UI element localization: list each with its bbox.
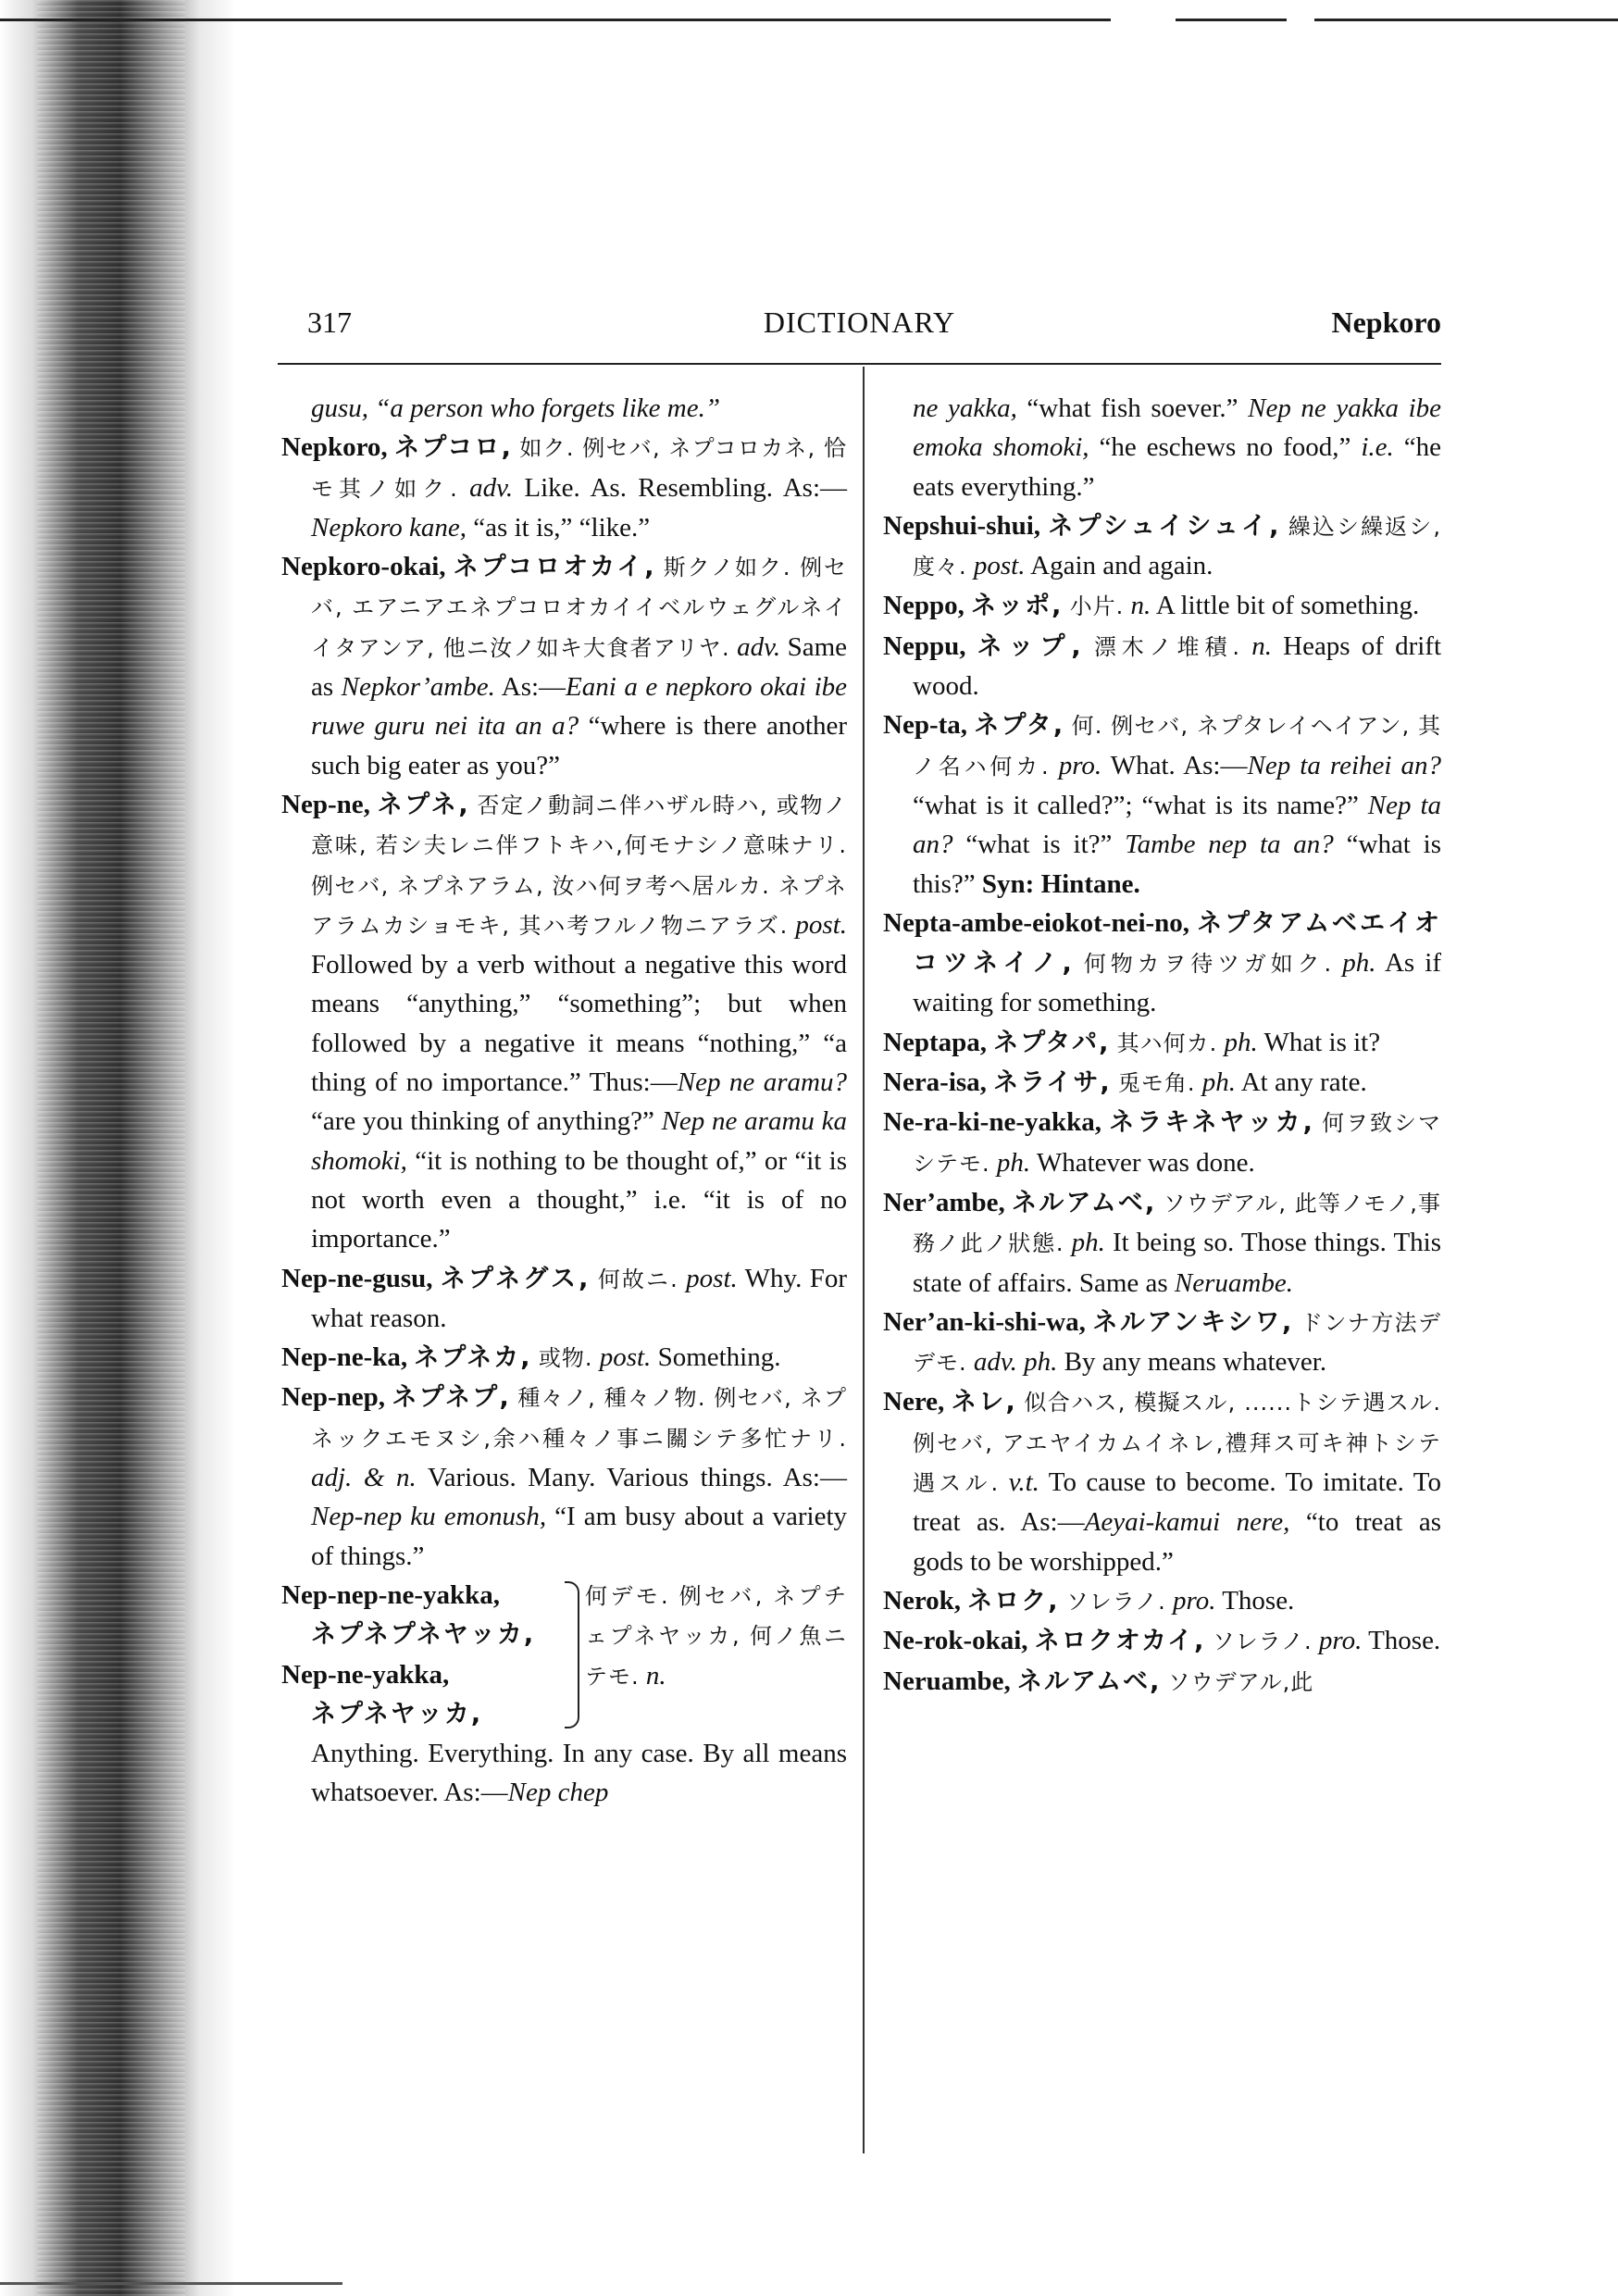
part-of-speech: v.t. <box>1008 1467 1039 1498</box>
cross-reference: Nepkor’ambe. <box>341 672 495 703</box>
headword: Neptapa, <box>883 1027 987 1057</box>
definition: Something. <box>657 1342 781 1373</box>
definition: Followed by a verb without a negative this word means “anything,” “something”; but when followed by a negative it means “nothing,” “a thing of no importance.” Thus:— <box>311 950 847 1098</box>
headword: Ner’an-ki-shi-wa, <box>883 1306 1086 1337</box>
entry-neptapa <box>883 1023 1441 1063</box>
katakana: ネレ, <box>951 1388 1017 1417</box>
japanese-gloss: 其ハ何カ. <box>1116 1029 1218 1056</box>
entry-nera-isa <box>883 1063 1441 1103</box>
example: Nep ta reihei an? <box>1247 750 1441 780</box>
part-of-speech: post. <box>599 1342 652 1373</box>
entry-nep-ta <box>883 705 1441 903</box>
japanese-gloss: 何. 例セバ, ネプタレイヘイアン, 其ノ名ハ何カ. <box>913 713 1441 780</box>
entry-nere <box>883 1382 1441 1580</box>
japanese-gloss: 漂木ノ堆積. <box>1093 633 1241 660</box>
translation: “it is nothing to be thought of,” or “it is not worth even a thought,” i.e. “it is of no importance.” <box>311 1145 847 1254</box>
as-marker: As:— <box>501 672 566 703</box>
headword: Neppo, <box>883 591 965 621</box>
part-of-speech: n. <box>1251 630 1272 661</box>
katakana: ネロクオカイ, <box>1034 1627 1206 1656</box>
japanese-gloss: ソウデアル, 此等ノモノ,事務ノ此ノ狀態. <box>913 1190 1441 1257</box>
headword: Nep-nep-ne-yakka, <box>281 1579 501 1610</box>
definition: Those. <box>1222 1585 1295 1616</box>
entry-nepshui-shui <box>883 506 1441 587</box>
guide-word: Nepkoro <box>1331 306 1441 339</box>
katakana: ネプタ, <box>974 711 1065 741</box>
japanese-gloss: ソレラノ. <box>1065 1588 1166 1615</box>
entry-nep-ne-gusu <box>281 1259 847 1339</box>
part-of-speech: ph. <box>996 1147 1031 1178</box>
entry-ne-rok-okai <box>883 1621 1441 1661</box>
example: Nep ne aramu? <box>677 1067 847 1098</box>
entry-neran-ki-shi-wa <box>883 1303 1441 1383</box>
katakana: ネップ, <box>977 631 1083 661</box>
left-column <box>281 389 847 1813</box>
headword: Nepkoro-okai, <box>281 552 446 582</box>
japanese-gloss: 似合ハス, 模擬スル, ......トシテ遇スル. 例セバ, アエヤイカムイネレ,禮拜ス可キ神トシテ遇スル. <box>913 1390 1442 1497</box>
katakana: ネッポ, <box>971 592 1064 621</box>
katakana: ネプネ, <box>377 790 470 819</box>
translation: “as it is,” “like.” <box>473 512 651 543</box>
brace <box>565 1581 579 1728</box>
entry-continuation <box>883 389 1441 506</box>
example: ne yakka, <box>913 393 1017 423</box>
cross-reference: Neruambe. <box>1174 1267 1293 1298</box>
example: Nep-nep ku emonush, <box>311 1502 547 1532</box>
definition: Like. As. Resembling. As:— <box>524 472 848 503</box>
headword: Nep-ta, <box>883 710 968 741</box>
translation: “where is there another such big eater as you?” <box>311 711 847 780</box>
translation: “to treat as gods to be worshipped.” <box>913 1507 1442 1577</box>
grouped-headwords <box>281 1576 565 1734</box>
part-of-speech: pro. <box>1318 1626 1363 1656</box>
entry-continuation <box>281 1734 847 1813</box>
definition: It being so. Those things. This state of affairs. Same as <box>913 1228 1442 1298</box>
japanese-gloss: 或物. <box>538 1345 593 1372</box>
japanese-gloss: 何物カヲ待ツガ如ク. <box>1083 951 1333 978</box>
japanese-gloss: ソレラノ. <box>1212 1628 1313 1655</box>
translation: “what is it called?”; “what is its name?” <box>913 790 1359 820</box>
definition: To cause to become. To imitate. To treat as. As:— <box>913 1467 1441 1538</box>
definition: What. As:— <box>1110 750 1248 780</box>
japanese-gloss: ソウデアル,此 <box>1167 1668 1314 1695</box>
definition: Heaps of drift wood. <box>913 630 1442 702</box>
scan-top-line <box>0 19 1111 21</box>
part-of-speech: pro. <box>1058 750 1102 780</box>
entry-nepkoro <box>281 428 847 547</box>
definition: Various. Many. Various things. As:— <box>427 1463 847 1493</box>
translation: “what fish soever.” <box>1027 393 1238 423</box>
entry-nerambe <box>883 1183 1441 1303</box>
definition: Whatever was done. <box>1036 1147 1255 1178</box>
katakana: ネルアンキシワ, <box>1092 1307 1294 1337</box>
headword: Nep-ne-gusu, <box>281 1263 433 1293</box>
japanese-gloss: 何デモ. 例セバ, ネプチェプネヤッカ, 何ノ魚ニテモ. <box>585 1582 847 1690</box>
katakana: ネプコロ, <box>394 433 513 463</box>
example: Tambe nep ta an? <box>1125 830 1334 860</box>
katakana: ネプネヤッカ, <box>311 1699 483 1728</box>
scan-bottom-line <box>0 2282 342 2285</box>
definition: What is it? <box>1263 1027 1381 1057</box>
part-of-speech: pro. <box>1172 1585 1216 1616</box>
katakana: ネルアムベ, <box>1012 1188 1157 1217</box>
part-of-speech: adj. & n. <box>311 1463 417 1493</box>
scan-top-line <box>1176 19 1287 21</box>
part-of-speech: ph. <box>1071 1228 1105 1258</box>
headword: Neruambe, <box>883 1666 1011 1696</box>
page-header <box>278 306 1441 354</box>
example: Nep chep <box>507 1778 609 1808</box>
definition: Again and again. <box>1030 551 1214 581</box>
translation: “are you thinking of anything?” <box>311 1106 654 1137</box>
definition: Anything. Everything. In any case. By all means whatsoever. As:— <box>311 1739 847 1808</box>
entry-nep-ne <box>281 785 847 1259</box>
example: Nep ne yakka ibe emoka shomoki, <box>913 393 1442 463</box>
headword: Nepshui-shui, <box>883 510 1041 541</box>
headword: Ner’ambe, <box>883 1187 1005 1217</box>
definition: Same as <box>311 631 847 703</box>
entry-neppu <box>883 627 1441 706</box>
example: Eani a e nepkoro okai ibe ruwe guru nei ita an a? <box>311 672 847 742</box>
japanese-gloss: ドンナ方法デデモ. <box>913 1309 1442 1377</box>
japanese-gloss: 兎モ角. <box>1117 1070 1196 1097</box>
translation: “I am busy about a variety of things.” <box>311 1502 848 1571</box>
headword: Nera-isa, <box>883 1067 987 1098</box>
headword: Neppu, <box>883 630 966 661</box>
headword: Nere, <box>883 1387 945 1417</box>
katakana: ネラキネヤッカ, <box>1109 1108 1314 1138</box>
definition: A little bit of something. <box>1155 591 1420 621</box>
japanese-gloss: 何故ニ. <box>597 1266 678 1292</box>
entry-nep-nep-ne-yakka <box>281 1576 847 1734</box>
headword: Nep-ne-ka, <box>281 1342 408 1373</box>
part-of-speech: ph. <box>1201 1067 1237 1098</box>
katakana: ネロク, <box>967 1586 1060 1616</box>
part-of-speech: ph. <box>1342 948 1376 979</box>
header-rule <box>278 363 1441 365</box>
column-divider <box>863 367 865 2153</box>
scan-top-line <box>1314 19 1618 21</box>
part-of-speech: post. <box>973 551 1026 581</box>
part-of-speech: ph. <box>1224 1027 1258 1057</box>
headword: Nep-ne, <box>281 789 370 819</box>
scan-shadow-edge <box>0 0 241 2296</box>
entry-nepkoro-okai <box>281 547 847 785</box>
example: Aeyai-kamui nere, <box>1084 1507 1290 1538</box>
part-of-speech: n. <box>645 1660 666 1691</box>
entry-continuation: gusu, “a person who forgets like me.” <box>311 393 720 423</box>
part-of-speech: post. <box>795 909 847 940</box>
entry-nep-ne-ka <box>281 1338 847 1378</box>
definition: At any rate. <box>1240 1067 1367 1098</box>
part-of-speech: n. <box>1130 591 1151 621</box>
japanese-gloss: 種々ノ, 種々ノ物. 例セバ, ネプネックエモヌシ,余ハ種々ノ事ニ關シテ多忙ナリ. <box>311 1385 847 1452</box>
page-number: 317 <box>307 306 352 339</box>
example: Nep ta an? <box>913 790 1442 860</box>
entry-neruambe <box>883 1662 1441 1702</box>
headword: Nerok, <box>883 1585 962 1616</box>
group-gloss <box>585 1576 847 1734</box>
definition: As if waiting for something. <box>913 948 1441 1018</box>
headword: Nepta-ambe-eiokot-nei-no, <box>883 907 1190 938</box>
katakana: ネプネグス, <box>440 1264 591 1293</box>
katakana: ネプネプネヤッカ, <box>311 1620 536 1650</box>
part-of-speech: adv. <box>469 472 514 503</box>
japanese-gloss: 否定ノ動詞ニ伴ハザル時ハ, 或物ノ意味, 若シ夫レニ伴フトキハ,何モナシノ意味ナリ. 例セバ, ネプネアラム, 汝ハ何ヲ考ヘ居ルカ. ネプネアラムカショモキ, 其ハ考フルノ物ニアラズ. <box>311 792 848 939</box>
translation: “he eats everything.” <box>913 432 1441 502</box>
headword: Nep-nep, <box>281 1382 385 1413</box>
synonym: Syn: Hintane. <box>981 868 1140 899</box>
translation: “he eschews no food,” <box>1099 432 1351 463</box>
japanese-gloss: 如ク. 例セバ, ネプコロカネ, 恰モ其ノ如ク. <box>311 435 847 502</box>
definition: Those. <box>1368 1626 1441 1656</box>
katakana: ネプネカ, <box>414 1343 532 1373</box>
translation: “what is this?” <box>913 830 1442 899</box>
japanese-gloss: 繰込シ繰返シ, 度々. <box>913 513 1441 580</box>
katakana: ネプタアムベエイオコツネイノ, <box>913 908 1441 979</box>
katakana: ネプタパ, <box>993 1028 1111 1057</box>
entry-nerok <box>883 1581 1441 1621</box>
katakana: ネルアムベ, <box>1016 1666 1162 1696</box>
headword: Ne-rok-okai, <box>883 1626 1028 1656</box>
abbreviation: i.e. <box>1361 432 1394 463</box>
part-of-speech: adv. <box>737 631 781 662</box>
example: Nep ne aramu ka shomoki, <box>311 1106 848 1176</box>
entry-neppo <box>883 586 1441 626</box>
japanese-gloss: 斯クノ如ク. 例セバ, エアニアエネプコロオカイイベルウェグルネイイタアンア, 他ニ汝ノ如キ大食者アリヤ. <box>311 555 848 661</box>
running-title: DICTIONARY <box>763 306 956 339</box>
entry-nepta-ambe-eiokot-nei-no <box>883 904 1441 1023</box>
right-column <box>883 389 1441 1702</box>
katakana: ネプコロオカイ, <box>453 553 656 582</box>
translation: “what is it?” <box>965 830 1113 860</box>
part-of-speech: adv. ph. <box>973 1347 1058 1378</box>
definition: Why. For what reason. <box>311 1263 847 1333</box>
example: Nepkoro kane, <box>311 512 467 543</box>
headword: Nepkoro, <box>281 432 388 463</box>
headword: Nep-ne-yakka, <box>281 1659 450 1690</box>
definition: By any means whatever. <box>1064 1347 1327 1378</box>
entry-nep-nep <box>281 1378 847 1575</box>
katakana: ネプネプ, <box>392 1383 511 1413</box>
entry-ne-ra-ki-ne-yakka <box>883 1103 1441 1183</box>
headword: Ne-ra-ki-ne-yakka, <box>883 1107 1102 1138</box>
katakana: ネプシュイシュイ, <box>1048 511 1281 541</box>
japanese-gloss: 何ヲ致シマシテモ. <box>913 1110 1442 1177</box>
japanese-gloss: 小片. <box>1069 593 1125 620</box>
part-of-speech: post. <box>686 1263 738 1293</box>
katakana: ネライサ, <box>993 1068 1112 1098</box>
